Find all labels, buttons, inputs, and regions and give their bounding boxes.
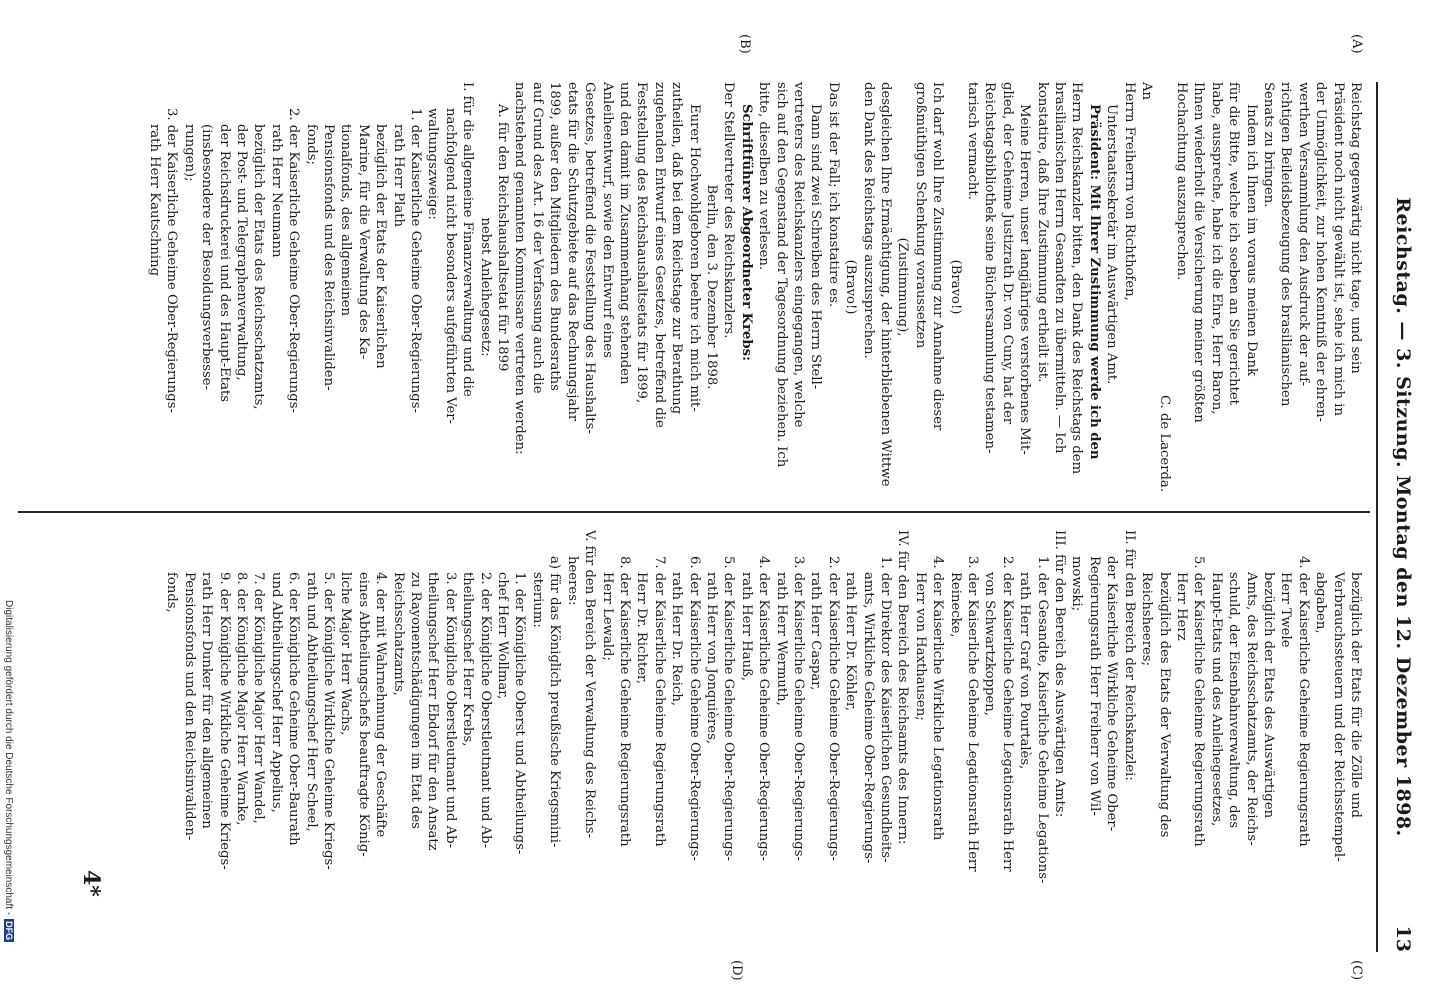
list-item: II. für den Bereich der Reichskanzlei: <box>1121 530 1137 781</box>
text-line: der Unmöglichkeit, zur hohen Kenntniß der ehren- <box>1313 82 1329 422</box>
text-line: Reichstagsbibliothek seine Büchersammlung testamen- <box>982 82 998 454</box>
text-line: Der Stellvertreter des Reichskanzlers. <box>721 82 737 339</box>
text-line: nachfolgend nicht besonders aufgeführten Ver- <box>442 108 458 425</box>
text-line: An <box>1139 82 1155 101</box>
text-line: eines Abtheilungschefs beauftragte König- <box>355 572 371 857</box>
column-divider <box>18 511 1370 513</box>
list-item: III. für den Bereich des Auswärtigen Amts: <box>1052 530 1068 818</box>
list-item: 3. der Kaiserliche Geheime Ober-Regierungs- <box>164 108 180 413</box>
text-line: Herr Dr. Richter, <box>634 572 650 685</box>
text-line: und Abtheilungschef Herr Appelius, <box>268 572 284 813</box>
text-line: sterium: <box>529 572 545 628</box>
text-line: auf Grund des Art. 16 der Verfassung auch die <box>529 82 545 394</box>
text-line: desgleichen Ihre Ermächtigung, der hinterbliebenen Wittwe <box>878 82 894 487</box>
signature-mark: 4* <box>78 870 104 897</box>
text-line: theilungschef Herr Ebdorf für den Ansatz <box>425 572 441 851</box>
text-line: zu Rayonentschädigungen im Etat des <box>408 572 424 829</box>
text-line: amts, Wirkliche Geheime Ober-Regierungs- <box>860 572 876 864</box>
list-item: 2. der Königliche Oberstleutnant und Ab- <box>477 572 493 849</box>
text-line: der Post- und Telegraphenverwaltung, <box>234 124 249 381</box>
text-line: Indem ich Ihnen im voraus meinen Dank <box>1243 104 1259 376</box>
list-item: 8. der Kaiserliche Geheime Regierungsrath <box>616 556 632 847</box>
text-line: liche Major Herr Wachs, <box>338 572 354 736</box>
text-line: rungen); <box>181 124 197 182</box>
text-line: Pensionsfonds und des Reichsinvaliden- <box>321 124 337 391</box>
text-line: für die Bitte, welche ich soeben an Sie gerichtet <box>1226 82 1242 405</box>
text-line: schuld, der Eisenbahnverwaltung, des <box>1226 572 1242 829</box>
list-item: 1. der Königliche Oberst und Abtheilungs- <box>512 572 528 855</box>
text-line: (insbesondere der Besoldungsverbesse- <box>199 124 215 391</box>
text-line: bezüglich der Etats des Auswärtigen <box>1260 572 1276 819</box>
text-line: zugehenden Entwurf eines Gesetzes, betreffend die <box>651 82 667 428</box>
text-line: mowski; <box>1069 556 1085 612</box>
list-item: 1. der Direktor des Kaiserlichen Gesundheits- <box>878 556 894 863</box>
text-line: Das ist der Fall; ich konstatire es. <box>825 82 841 308</box>
text-line: von Schwartzkoppen, <box>982 572 998 716</box>
text-line: rath Herr Plath <box>390 124 406 228</box>
list-item: 4. der Kaiserliche Geheime Ober-Regierungs- <box>756 556 772 861</box>
list-item: 3. der Kaiserliche Geheime Ober-Regierungs- <box>791 556 806 861</box>
text-line: rath Herr Wermuth, <box>773 572 789 706</box>
list-item: 3. der Kaiserliche Geheime Legationsrath Herr <box>965 556 981 872</box>
text-line: Senats zu bringen. <box>1260 82 1276 208</box>
list-item: 5. der Königliche Wirkliche Geheime Kriegs- <box>321 572 337 870</box>
text-line: rath Herr Dr. Reich, <box>669 572 685 707</box>
text-line: etats für die Schutzgebiete auf das Rechnungsjahr <box>564 82 580 422</box>
text-line: Anleiheentwurf, sowie den Entwurf eines <box>599 82 615 358</box>
list-item: 7. der Königliche Major Herr Wandel, <box>251 572 267 824</box>
text-line: tionalfonds, des allgemeinen <box>338 124 354 317</box>
text-line: rath Herr Graf von Pourtalès, <box>1017 572 1033 770</box>
text-line: Herr Lewald; <box>599 572 615 661</box>
text-line: fonds, <box>164 572 180 613</box>
list-item: 1. der Gesandte, Kaiserliche Geheime Legations- <box>1034 556 1050 884</box>
text-line: Feststellung des Reichshaushaltsetats für 1899, <box>634 82 650 404</box>
text-line: Präsident noch nicht gewählt ist, sehe ich mich in <box>1330 82 1346 416</box>
credit-line <box>3 600 14 942</box>
text-line: heeres: <box>564 556 580 606</box>
page-number: 13 <box>1392 925 1414 952</box>
text-line: Verbrauchssteuern und der Reichsstempel- <box>1330 572 1346 862</box>
list-item: 1. der Kaiserliche Geheime Ober-Regierungs- <box>408 108 424 413</box>
margin-label-d: (D) <box>729 960 744 981</box>
list-item: I. für die allgemeine Finanzverwaltung und die <box>460 82 476 397</box>
list-item: IV. für den Bereich des Reichsamts des Innern: <box>895 530 911 845</box>
list-item: 3. der Königliche Oberstleutnant und Ab- <box>442 572 458 849</box>
text-line: rath und Abtheilungschef Herr Scheel, <box>303 572 319 832</box>
text-line: Reinecke, <box>947 572 963 638</box>
list-item: 8. der Königliche Major Herr Warnke, <box>234 572 249 826</box>
list-item: 4. der Kaiserliche Geheime Regierungsrath <box>1295 556 1311 847</box>
text-line: chef Herr Wollmar, <box>495 572 511 700</box>
text-line: rath Herr von Jonquières, <box>703 572 719 745</box>
text-line: rath Herr Caspar, <box>808 572 824 691</box>
page-header <box>1380 82 1420 952</box>
list-item: 6. der Kaiserliche Geheime Ober-Regierungs- <box>686 556 702 861</box>
text-line: Ihnen wiederholt die Versicherung meiner größten <box>1191 82 1207 423</box>
text-line: den Dank des Reichstags auszusprechen. <box>860 82 876 359</box>
text-line: rath Herr Kautschning <box>146 124 162 277</box>
left-column <box>146 82 1364 492</box>
list-item: 7. der Kaiserliche Geheime Regierungsrath <box>651 556 667 847</box>
list-item: 4. der Kaiserliche Wirkliche Legationsrath <box>930 556 946 841</box>
text-line: rath Herr Dunker für den allgemeinen <box>199 572 215 829</box>
text-line: waltungszweige: <box>425 108 441 220</box>
text-line: bezüglich der Etats des Reichsschatzamts, <box>251 124 267 410</box>
list-item: 5. der Kaiserliche Geheime Ober-Regierungs- <box>721 556 737 861</box>
margin-label-b: (B) <box>737 34 752 54</box>
text-line: Haupt-Etats und des Anleihegesetzes, <box>1208 572 1224 827</box>
list-item: 2. der Kaiserliche Geheime Ober-Regierungs- <box>286 108 302 413</box>
text-line: bitte, dieselben zu verlesen. <box>756 82 772 271</box>
text-line: rath Herr Neumann <box>268 124 284 258</box>
interjection: (Bravo!) <box>947 259 963 315</box>
text-line: bezüglich der Etats der Kaiserlichen <box>373 124 389 369</box>
section-heading: A. für den Reichshaushaltsetat für 1899 <box>495 104 511 372</box>
text-line: der Reichsdruckerei und des Haupt-Etats <box>216 124 232 403</box>
text-line: großmüthigen Schenkung voraussetzen <box>912 82 928 349</box>
text-line: Meine Herren, unser langjähriges verstorbenes Mit- <box>1017 104 1033 455</box>
text-line: Herrn Freiherrn von Richthofen, <box>1121 82 1137 301</box>
text-line: brasilianischen Herrn Gesandten zu übermitteln. — Ich <box>1052 82 1068 454</box>
text-line: Hochachtung auszusprechen. <box>1173 82 1189 281</box>
list-item: 2. der Kaiserliche Geheime Legationsrath Herr <box>999 556 1015 872</box>
text-line: tarisch vermacht. <box>965 82 981 200</box>
list-item: a) für das Königlich preußische Kriegsmini- <box>547 556 563 848</box>
text-line: Ich darf wohl Ihre Zustimmung zur Annahme dieser <box>930 82 946 431</box>
credit-text: Digitalisierung gefördert durch die Deutsche Forschungsgemeinschaft - <box>3 600 14 916</box>
text-line: Amts, des Reichsschatzamts, der Reichs- <box>1243 572 1259 846</box>
text-line: theilungschef Herr Krebs, <box>460 572 476 747</box>
text-line: bezüglich des Etats der Verwaltung des <box>1156 572 1172 838</box>
interjection: (Zustimmung), <box>895 237 911 337</box>
text-line: Unterstaatssekretär im Auswärtigen Amt. <box>1104 104 1120 385</box>
text-line: richtigen Beileidsbezeugung des brasilianischen <box>1278 82 1294 407</box>
text-line: Pensionsfonds und den Reichsinvaliden- <box>181 572 197 841</box>
interjection: (Bravo!) <box>843 259 859 315</box>
text-line: Eurer Hochwohlgeboren beehre ich mich mit- <box>686 104 702 412</box>
text-line: abgaben, <box>1313 572 1329 634</box>
text-line: Reichstag gegenwärtig nicht tage, und sein <box>1348 82 1363 374</box>
digitization-credit-strip <box>0 600 20 1000</box>
text-line: Marine, für die Verwaltung des Ka- <box>355 124 371 360</box>
text-line: rath Herr Hauß, <box>738 572 754 682</box>
text-line: Reichsheeres; <box>1139 572 1155 667</box>
text-line: werthen Versammlung den Ausdruck der auf- <box>1295 82 1311 387</box>
header-title: Reichstag. — 3. Sitzung. Montag den 12. Dezember 1898. <box>1392 197 1414 837</box>
text-line: nebst Anleihegesetz: <box>477 217 493 357</box>
text-line: konstatire, daß Ihre Zustimmung ertheilt ist. <box>1034 82 1050 383</box>
list-item: V. für den Bereich der Verwaltung des Reichs- <box>582 530 598 839</box>
text-line: habe, ausspreche, habe ich die Ehre, Herr Baron, <box>1208 82 1224 415</box>
text-line: 1899, außer den Mitgliedern des Bundesraths <box>547 82 563 391</box>
text-line: zutheilen, daß bei dem Reichstage zur Berathung <box>669 82 685 415</box>
header-rule <box>1376 82 1378 952</box>
speaker-line: Präsident: Mit Ihrer Zustimmung werde ich den <box>1086 104 1102 460</box>
text-line: glied, der Geheime Justizrath Dr. von Cuny, hat der <box>999 82 1015 425</box>
right-column <box>163 530 1364 952</box>
text-line: fonds; <box>303 124 319 165</box>
dfg-logo-icon: DFG <box>4 921 14 941</box>
text-line: vertreters des Reichskanzlers eingegangen, welche <box>791 82 806 428</box>
text-line: sich auf den Gegenstand der Tagesordnung beziehen. Ich <box>773 82 789 468</box>
list-item: 2. der Kaiserliche Geheime Ober-Regierungs- <box>825 556 841 861</box>
text-line: Herr von Haxthausen; <box>912 572 928 721</box>
text-line: Reichsschatzamts, <box>390 572 406 696</box>
date-line: Berlin, den 3. Dezember 1898. <box>703 184 719 390</box>
text-line: der Kaiserliche Wirkliche Geheime Ober- <box>1104 556 1120 832</box>
text-line: nachstehend genannten Kommissare vertreten werden: <box>512 82 528 455</box>
list-item: 9. der Königliche Wirkliche Geheime Kriegs- <box>216 572 232 870</box>
list-item: 6. der Königliche Geheime Ober-Baurath <box>286 572 302 846</box>
text-line: Dann sind zwei Schreiben des Herrn Stell- <box>808 104 824 390</box>
text-line: Herr Herz <box>1173 572 1189 641</box>
text-line: Gesetzes, betreffend die Feststellung des Haushalts- <box>582 82 598 434</box>
letter-signature: C. de Lacerda. <box>1156 394 1172 492</box>
text-line: bezüglich der Etats für die Zölle und <box>1348 572 1363 818</box>
speaker-line: Schriftführer Abgeordneter Krebs: <box>738 104 754 361</box>
margin-label-c: (C) <box>1349 960 1364 981</box>
list-item: 4. der mit Wahrnehmung der Geschäfte <box>373 572 389 838</box>
margin-label-a: (A) <box>1349 34 1364 54</box>
text-line: Herr Twele <box>1278 572 1294 648</box>
text-line: Regierungsrath Herr Freiherr von Wil- <box>1086 556 1102 816</box>
text-line: rath Herr Dr. Köhler, <box>843 572 859 712</box>
list-item: 5. der Kaiserliche Geheime Regierungsrath <box>1191 556 1207 847</box>
text-line: und den damit im Zusammenhang stehenden <box>616 82 632 385</box>
text-line: Herrn Reichskanzler bitten, den Dank des Reichstags dem <box>1069 82 1085 475</box>
